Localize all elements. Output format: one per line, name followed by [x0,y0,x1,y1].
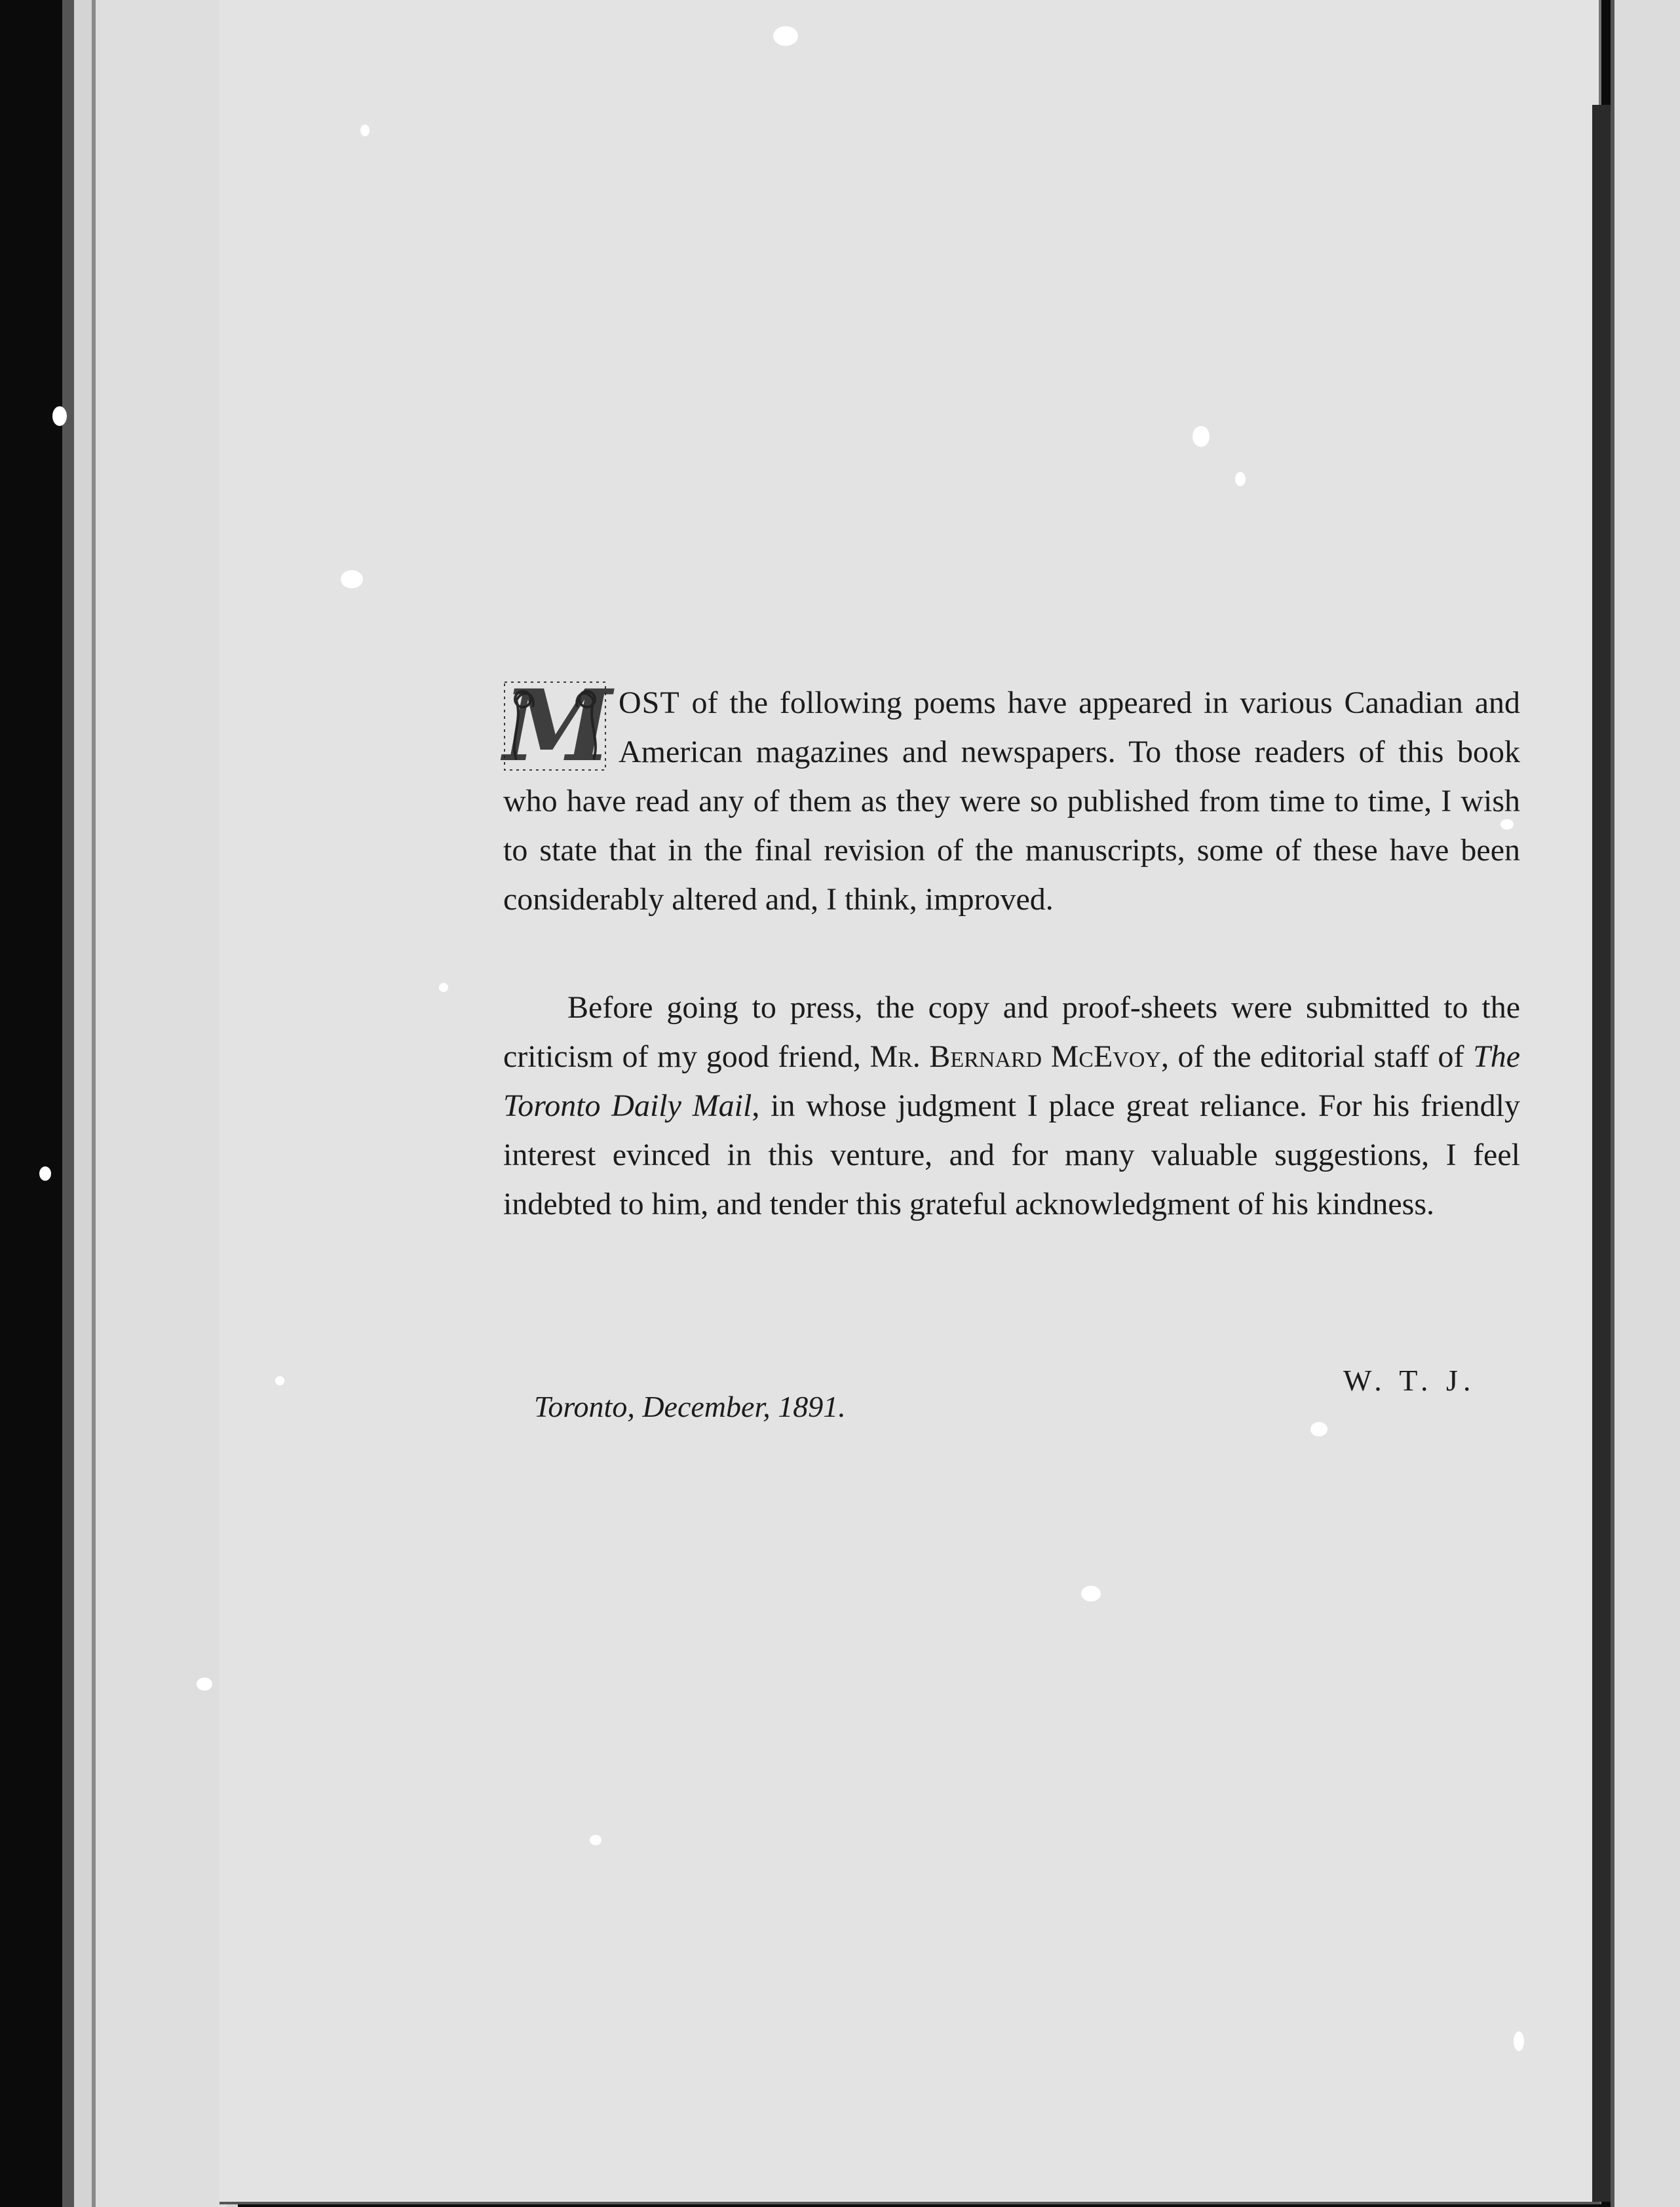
newspaper-title: The Toronto Daily Mail [503,1039,1521,1123]
paragraph-2-part-2: , of the editorial staff of [1160,1039,1474,1074]
preface-paragraph-1 [503,668,1520,924]
author-initials: W. T. J. [1343,1364,1476,1397]
preface-paragraph-2 [503,983,1520,1229]
friend-name: Mr. Bernard McEvoy [869,1039,1161,1074]
page-stack-edge [92,0,227,2207]
page-gutter-shadow [1592,105,1611,2202]
paragraph-2-part-1: Before going to press, the copy and proof-sheets were submitted to the criticism of my good friend, [503,990,1520,1074]
paragraph-1-body: of the following poems have appeared in various Canadian and American magazines and newspapers. To those readers of this book who have read any of them as they were so published from time to time, I wish to state that in the final revision of the manuscripts, some of these have been considerably altered and, I think, improved. [503,685,1520,917]
place-and-date: Toronto, December, 1891. [534,1390,846,1423]
ornamental-dropcap [503,668,613,784]
paragraph-2-part-3: , in whose judgment I place great reliance. For his friendly interest evinced in this venture, and for many valuable suggestions, I feel indebted to him, and tender this grateful acknowledgment of his kindness. [503,1088,1520,1221]
dropcap-letter: M [503,668,613,784]
preface-text [503,668,1521,1229]
next-page-edge [1611,0,1680,2207]
lead-word: OST [619,685,680,720]
